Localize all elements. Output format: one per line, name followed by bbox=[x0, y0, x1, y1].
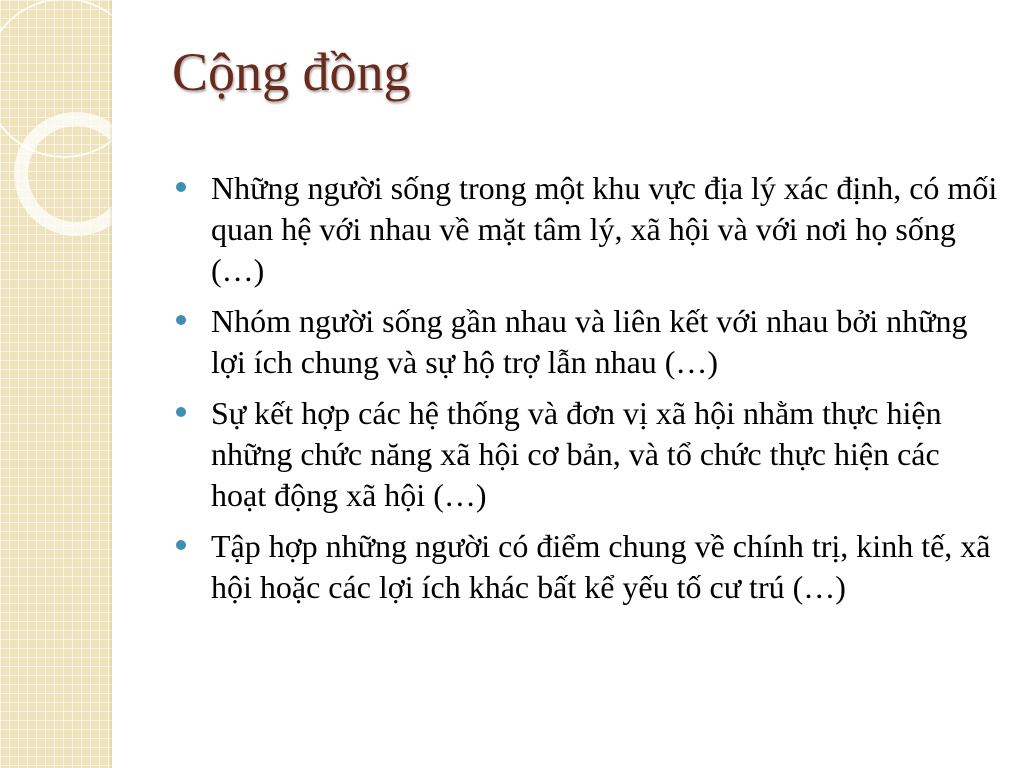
bullet-item bbox=[176, 301, 1006, 383]
bullet-item bbox=[176, 168, 1006, 291]
slide-title: Cộng đồng bbox=[172, 42, 411, 102]
bullet-text: Tập hợp những người có điểm chung về chính trị, kinh tế, xã hội hoặc các lợi ích khác bất kể yếu tố cư trú (…) bbox=[211, 528, 991, 605]
bullet-dot-icon bbox=[176, 182, 186, 192]
bullet-dot-icon bbox=[176, 315, 186, 325]
bullet-dot-icon bbox=[176, 540, 186, 550]
bullet-item bbox=[176, 526, 1006, 608]
bullet-dot-icon bbox=[176, 407, 186, 417]
decorative-side-band bbox=[0, 0, 112, 768]
bullet-text: Nhóm người sống gần nhau và liên kết với nhau bởi những lợi ích chung và sự hộ trợ lẫn nhau (…) bbox=[211, 303, 968, 380]
bullet-list bbox=[176, 168, 1006, 618]
bullet-text: Những người sống trong một khu vực địa lý xác định, có mối quan hệ với nhau về mặt tâm lý, xã hội và với nơi họ sống (…) bbox=[211, 170, 998, 288]
bullet-text: Sự kết hợp các hệ thống và đơn vị xã hội nhằm thực hiện những chức năng xã hội cơ bản, và tổ chức thực hiện các hoạt động xã hội (…) bbox=[211, 395, 942, 513]
bullet-item bbox=[176, 393, 1006, 516]
